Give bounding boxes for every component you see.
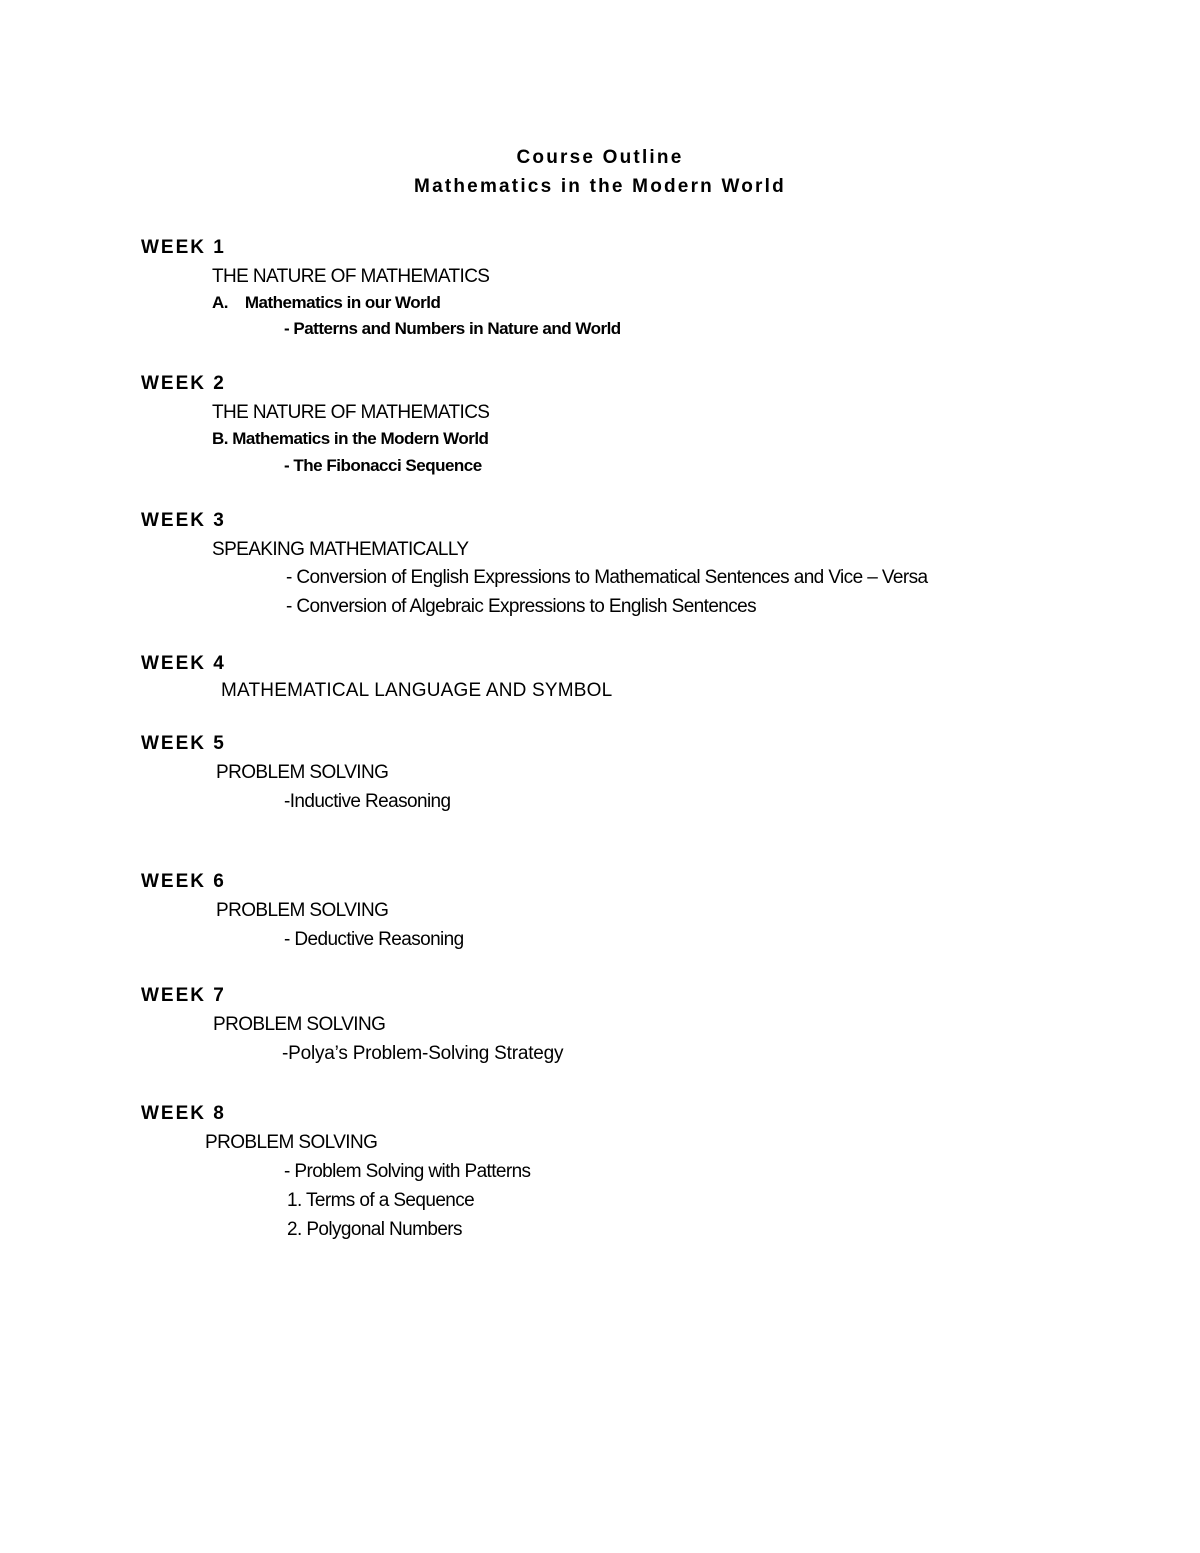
week-2-item: - The Fibonacci Sequence — [284, 456, 482, 475]
week-1-topic: THE NATURE OF MATHEMATICS — [212, 266, 490, 287]
week-7-item: -Polya’s Problem-Solving Strategy — [282, 1043, 564, 1064]
week-8-topic: PROBLEM SOLVING — [205, 1132, 378, 1153]
week-4-topic: MATHEMATICAL LANGUAGE AND SYMBOL — [221, 680, 613, 701]
week-4-heading: WEEK 4 — [141, 653, 226, 674]
week-3-item-2: - Conversion of Algebraic Expressions to English Sentences — [286, 596, 757, 617]
week-5-topic: PROBLEM SOLVING — [216, 762, 389, 783]
week-3-topic: SPEAKING MATHEMATICALLY — [212, 539, 469, 560]
week-8-item-3: 2. Polygonal Numbers — [287, 1219, 462, 1240]
week-6-topic: PROBLEM SOLVING — [216, 900, 389, 921]
week-3-heading: WEEK 3 — [141, 510, 226, 531]
week-6-item: - Deductive Reasoning — [284, 929, 464, 950]
week-2-topic: THE NATURE OF MATHEMATICS — [212, 402, 490, 423]
week-8-item-1: - Problem Solving with Patterns — [284, 1161, 531, 1182]
document-subtitle: Mathematics in the Modern World — [414, 176, 786, 197]
week-2-heading: WEEK 2 — [141, 373, 226, 394]
week-1-heading: WEEK 1 — [141, 237, 226, 258]
week-7-topic: PROBLEM SOLVING — [213, 1014, 386, 1035]
week-5-heading: WEEK 5 — [141, 733, 226, 754]
week-7-heading: WEEK 7 — [141, 985, 226, 1006]
week-8-heading: WEEK 8 — [141, 1103, 226, 1124]
week-1-subtopic: A. Mathematics in our World — [212, 293, 441, 312]
week-6-heading: WEEK 6 — [141, 871, 226, 892]
week-2-subtopic: B. Mathematics in the Modern World — [212, 429, 489, 448]
week-1-item: - Patterns and Numbers in Nature and World — [284, 319, 621, 338]
week-8-item-2: 1. Terms of a Sequence — [287, 1190, 475, 1211]
document-title: Course Outline — [516, 147, 684, 168]
week-5-item: -Inductive Reasoning — [284, 791, 451, 812]
week-3-item-1: - Conversion of English Expressions to Mathematical Sentences and Vice – Versa — [286, 567, 928, 588]
